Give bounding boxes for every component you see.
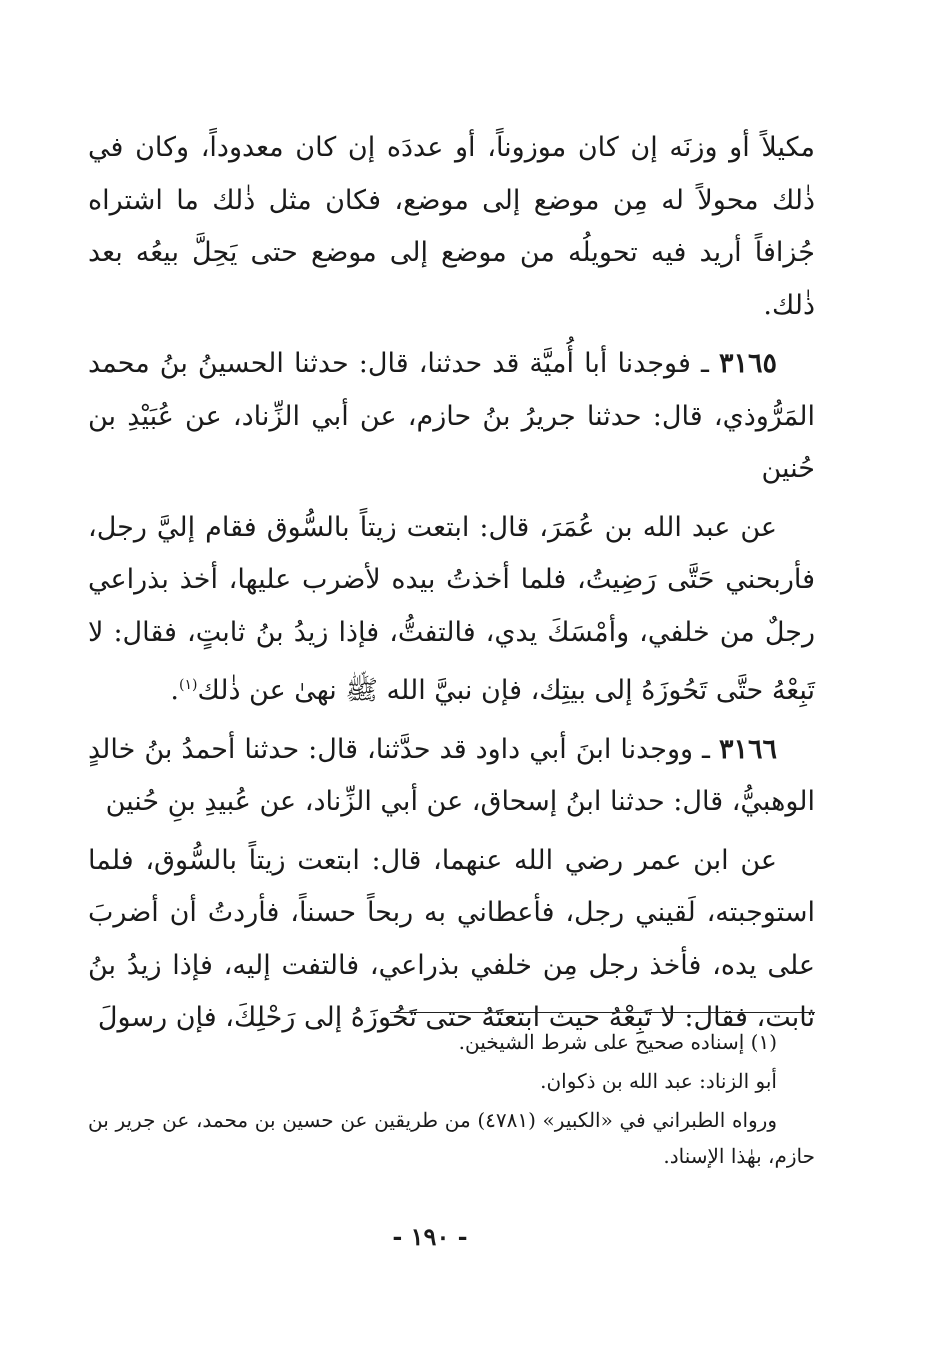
paragraph-text: ـ فوجدنا أبا أُميَّة قد حدثنا، قال: حدثنا الحسينُ بنُ محمد المَرُّوذي، قال: حدثنا جريرُ بنُ حازم، عن أبي الزِّناد، عن عُبَيْدِ بن حُنين — [88, 348, 816, 484]
footnote-1: (١) إسناده صحيح على شرط الشيخين. — [458, 1030, 777, 1054]
main-text — [88, 122, 815, 1051]
footnote-divider — [390, 1012, 815, 1013]
footnote-reference[interactable]: (١) — [179, 677, 198, 693]
footnote-3: ورواه الطبراني في «الكبير» (٤٧٨١) من طريقين عن حسين بن محمد، عن جرير بن حازم، بهٰذا الإسناد. — [88, 1108, 815, 1168]
page-number: - ١٩٠ - — [392, 1222, 468, 1251]
paragraph-text: مكيلاً أو وزنَه إن كان موزوناً، أو عددَه إن كان معدوداً، وكان في ذٰلك محولاً له مِن موضع إلى موضع، فكان مثل ذٰلك ما اشتراه جُزافاً أريد فيه تحويلُه من موضع إلى موضع حتى يَحِلَّ بيعُه بعد ذٰلك. — [88, 132, 815, 321]
hadith-number: ٣١٦٥ — [718, 348, 777, 379]
paragraph-5 — [88, 835, 815, 1045]
paragraph-text: عن عبد الله بن عُمَرَ، قال: ابتعت زيتاً بالسُّوق فقام إليَّ رجل، فأربحني حَتَّى رَضِيتُ، فلما أخذتُ بيده لأضرب عليها، أخذ بذراعي رجلٌ من خلفي، وأمْسَكَ يدي، فالتفتُّ، فإذا زيدُ بنُ ثابتٍ، فقال: لا تَبِعْهُ حتَّى تَحُوزَهُ إلى بيتِك، فإن نبيَّ الله ﷺ نهىٰ عن ذٰلك — [88, 511, 815, 706]
paragraph-hadith-3166 — [88, 724, 815, 829]
footnotes — [88, 1024, 815, 1177]
hadith-number: ٣١٦٦ — [718, 733, 777, 765]
paragraph-tail: . — [170, 675, 179, 706]
paragraph-text: عن ابن عمر رضي الله عنهما، قال: ابتعت زيتاً بالسُّوق، فلما استوجبته، لَقيني رجل، فأعطاني به ربحاً حسناً، فأردتُ أن أضربَ على يده، فأخذ رجل مِن خلفي بذراعي، فالتفت إليه، فإذا زيدُ بنُ ثابت، فقال: لا تَبِعْهُ حيث ابتعتَهُ حتى تَحُوزَهُ إلى رَحْلِكَ، فإن رسولَ — [88, 844, 815, 1033]
paragraph-1 — [88, 122, 815, 332]
footnote-2: أبو الزناد: عبد الله بن ذكوان. — [540, 1069, 777, 1093]
paragraph-3 — [88, 502, 815, 718]
paragraph-hadith-3165 — [88, 338, 815, 496]
paragraph-text: ـ ووجدنا ابنَ أبي داود قد حدَّثنا، قال: حدثنا أحمدُ بنُ خالدٍ الوهبيُّ، قال: حدثنا ابنُ إسحاق، عن أبي الزِّناد، عن عُبيدِ بنِ حُنين — [88, 733, 815, 817]
